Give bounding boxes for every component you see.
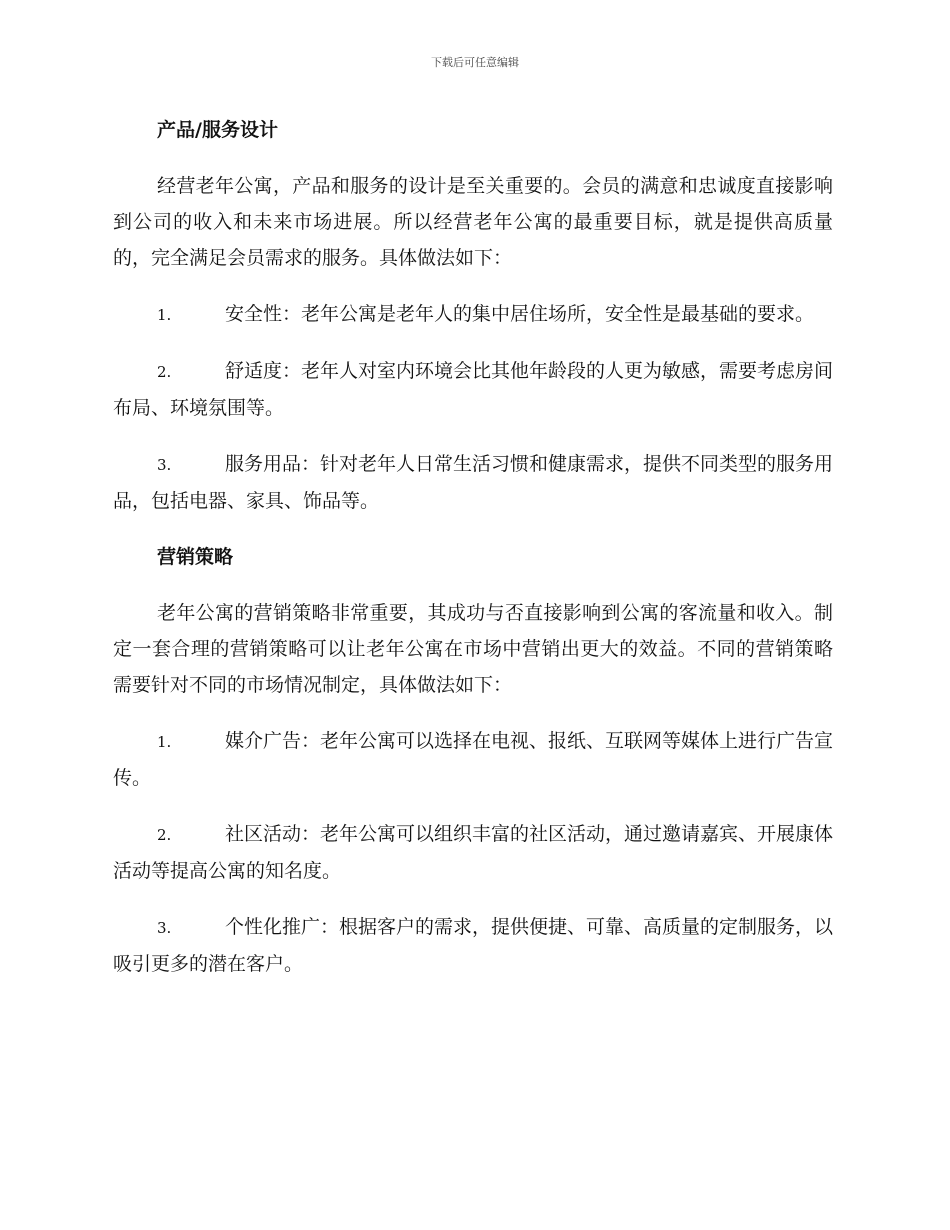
list-number: 3. xyxy=(157,919,172,937)
list-text: 舒适度：老年人对室内环境会比其他年龄段的人更为敏感，需要考虑房间布局、环境氛围等。 xyxy=(113,360,834,419)
list-text: 个性化推广：根据客户的需求，提供便捷、可靠、高质量的定制服务，以吸引更多的潜在客户。 xyxy=(113,916,834,975)
list-number: 2. xyxy=(157,363,172,381)
section-heading: 营销策略 xyxy=(157,546,234,568)
list-number: 2. xyxy=(157,826,172,844)
section-heading: 产品/服务设计 xyxy=(157,119,278,141)
page-header: 下载后可任意编辑 xyxy=(431,56,519,69)
list-text: 社区活动：老年公寓可以组织丰富的社区活动，通过邀请嘉宾、开展康体活动等提高公寓的知名度。 xyxy=(113,823,834,882)
list-item xyxy=(113,446,833,519)
section-intro: 经营老年公寓，产品和服务的设计是至关重要的。会员的满意和忠诚度直接影响到公司的收入和未来市场进展。所以经营老年公寓的最重要目标，就是提供高质量的，完全满足会员需求的服务。具体做法如下： xyxy=(113,175,833,269)
document-body xyxy=(113,112,833,982)
list-item xyxy=(113,816,833,889)
list-text: 媒介广告：老年公寓可以选择在电视、报纸、互联网等媒体上进行广告宣传。 xyxy=(113,730,834,789)
list-item xyxy=(113,296,833,333)
list-item xyxy=(113,909,833,982)
list-text: 安全性：老年公寓是老年人的集中居住场所，安全性是最基础的要求。 xyxy=(225,303,815,325)
list-text: 服务用品：针对老年人日常生活习惯和健康需求，提供不同类型的服务用品，包括电器、家具、饰品等。 xyxy=(113,453,834,512)
list-number: 3. xyxy=(157,456,172,474)
list-item xyxy=(113,353,833,426)
list-number: 1. xyxy=(157,306,172,324)
list-item xyxy=(113,723,833,796)
section-intro: 老年公寓的营销策略非常重要，其成功与否直接影响到公寓的客流量和收入。制定一套合理的营销策略可以让老年公寓在市场中营销出更大的效益。不同的营销策略需要针对不同的市场情况制定，具体做法如下： xyxy=(113,602,833,696)
list-number: 1. xyxy=(157,733,172,751)
